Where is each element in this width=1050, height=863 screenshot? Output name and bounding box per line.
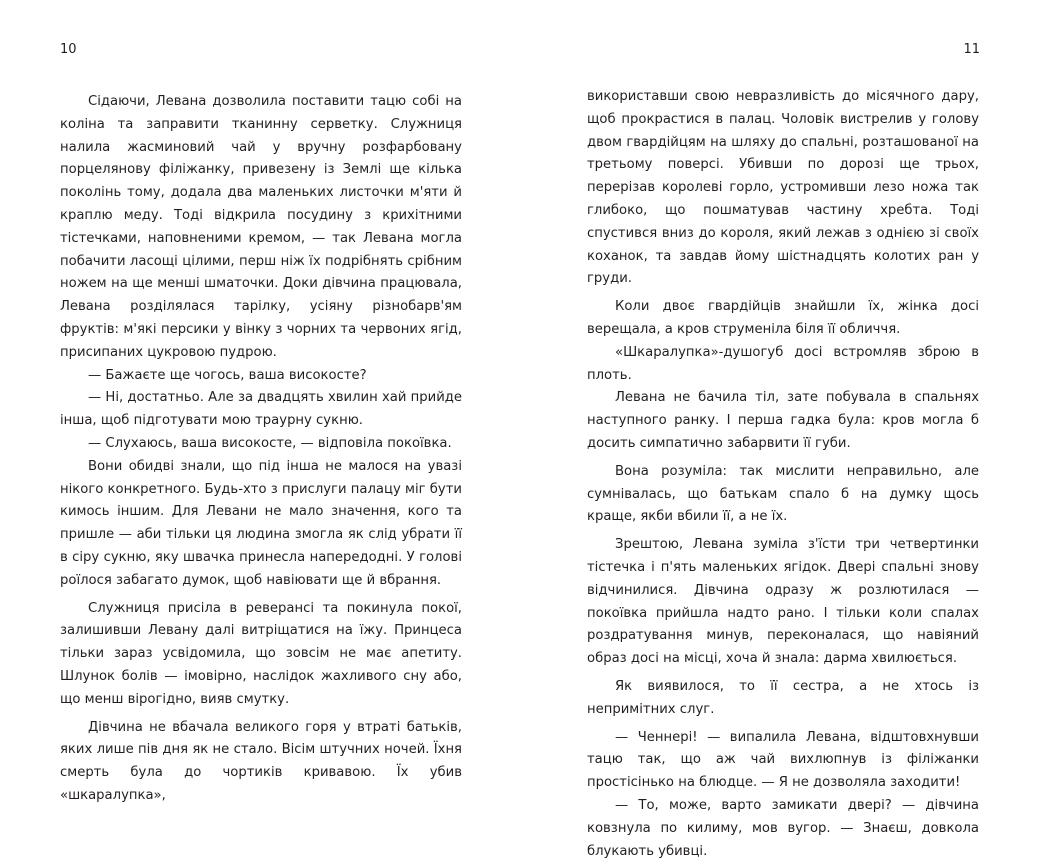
paragraph: Коли двоє гвардійців знайшли їх, жінка досі верещала, а кров струменіла біля її обличчя.	[587, 299, 979, 337]
paragraph: — Слухаюсь, ваша високосте, — відповіла покоївка.	[88, 435, 452, 451]
paragraph: — Бажаєте ще чогось, ваша високосте?	[88, 367, 367, 383]
paragraph: Сідаючи, Левана дозволила поставити тацю собі на коліна та заправити тканинну серветку. Служниця налила жасминовий чай у вручну розфарбовану порцелянову філіжанку, привезену із Землі ще кілька поколінь тому, додала два маленьких листочки м'яти й краплю меду. Тоді відкрила посудину з крихітними тістечками, наповненими кремом, — так Левана могла побачити ласощі цілими, перш ніж їх подрібнять срібним ножем на ще менші шматочки. Доки дівчина працювала, Левана розділялася тарілку, усіяну різнобарв'ям фруктів: м'які персики у вінку з чорних та червоних ягід, присипаних цукровою пудрою.	[60, 94, 462, 360]
paragraph: — Ні, достатньо. Але за двадцять хвилин хай прийде інша, щоб підготувати мою траурну сукню.	[60, 390, 462, 429]
page-number-left: 10	[60, 42, 77, 57]
paragraph: використавши свою невразливість до місячного дару, щоб прокрастися в палац. Чоловік вистрелив у голову двом гвардійцям на шляху до спальні, розташованої на третьому поверсі. Убивши по дорозі ще трьох, перерізав королеві горло, устромивши лезо ножа так глибоко, що пошматував частину хребта. Тоді спустився вниз до короля, який лежав з однією зі своїх коханок, та завдав йому шістнадцять колотих ран у груди.	[587, 89, 979, 287]
paragraph: — То, може, варто замикати двері? — дівчина ковзнула по килиму, мов вугор. — Знаєш, довкола блукають убивці.	[587, 797, 979, 859]
paragraph: — Ченнері! — випалила Левана, відштовхнувши тацю так, що аж чай вихлюпнув із філіжанки простісінько на блюдце. — Я не дозволяла заходити!	[587, 729, 979, 791]
paragraph: Зрештою, Левана зуміла з'їсти три четвертинки тістечка і п'ять маленьких ягідок. Двері спальні знову відчинилися. Дівчина одразу ж розлютилася — покоївка прийшла надто рано. І тільки коли спалах роздратування минув, переконалася, що навіяний образ досі на місці, хоча й знала: дарма хвилюється.	[587, 537, 979, 667]
paragraph: Вони обидві знали, що під інша не малося на увазі нікого конкретного. Будь-хто з прислуги палацу міг бути кимось іншим. Для Левани не мало значення, кого та пришле — аби тільки ця людина змогла як слід убрати її в сіру сукню, яку швачка принесла напередодні. У голові роїлося забагато думок, щоб навіювати ще й вбрання.	[60, 458, 462, 588]
paragraph: Левана не бачила тіл, зате побувала в спальнях наступного ранку. І перша гадка була: кров могла б досить симпатично забарвити її губи.	[587, 390, 979, 451]
left-page	[0, 0, 525, 803]
right-page-text	[587, 86, 979, 863]
paragraph: «Шкаралупка»-душогуб досі встромляв зброю в плоть.	[587, 344, 979, 383]
paragraph: Вона розуміла: так мислити неправильно, але сумнівалась, що батькам спало б на думку щось краще, якби вбили її, а не їх.	[587, 463, 979, 525]
page-number-right: 11	[963, 42, 980, 57]
paragraph: Дівчина не вбачала великого горя у втраті батьків, яких лише пів дня як не стало. Вісім штучних ночей. Їхня смерть була до чортиків кривавою. Їх убив «шкаралупка»,	[60, 719, 462, 803]
paragraph: Служниця присіла в реверансі та покинула покої, залишивши Левану далі витріщатися на їжу. Принцеса тільки зараз усвідомила, що зовсім не має апетиту. Шлунок болів — імовірно, наслідок жахливого сну або, що менш вірогідно, вияв смутку.	[60, 600, 462, 707]
right-page	[525, 0, 1050, 859]
left-page-text	[60, 86, 462, 808]
paragraph: Як виявилося, то її сестра, а не хтось із непримітних слуг.	[587, 678, 979, 717]
